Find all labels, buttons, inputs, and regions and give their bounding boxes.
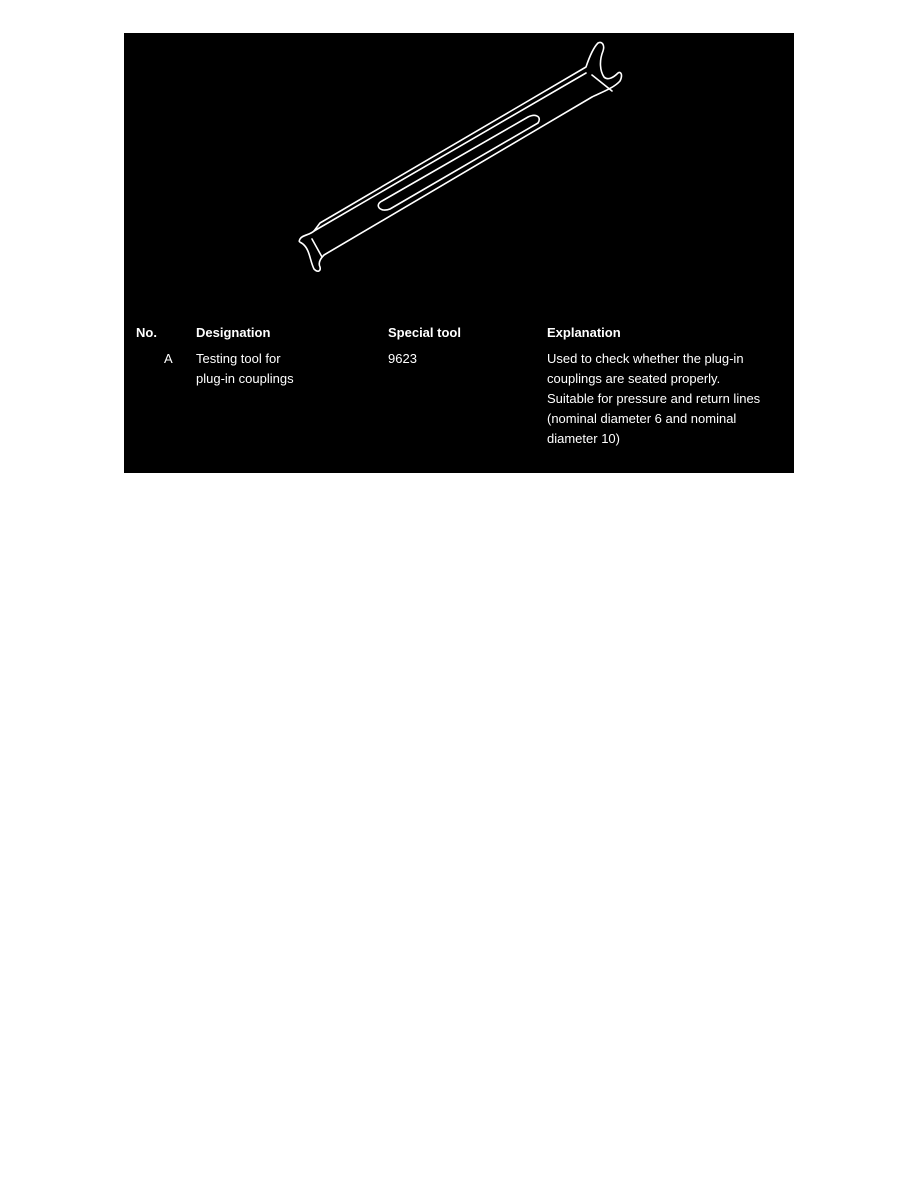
- header-special-tool: Special tool: [388, 325, 461, 340]
- tool-top-edge: [314, 73, 586, 231]
- table-header-row: [124, 323, 794, 343]
- tool-slot: [378, 115, 539, 210]
- cell-designation: Testing tool for plug-in couplings: [196, 351, 294, 386]
- document-figure-panel: [124, 33, 794, 473]
- header-no: No.: [136, 325, 157, 340]
- header-explanation: Explanation: [547, 325, 621, 340]
- cell-no: A: [164, 351, 173, 366]
- tool-end-line-left: [312, 239, 322, 257]
- tool-end-line-right: [592, 75, 612, 91]
- cell-special-tool: 9623: [388, 351, 417, 366]
- header-designation: Designation: [196, 325, 271, 340]
- table-row: [124, 349, 794, 459]
- cell-explanation: Used to check whether the plug-in couplings are seated properly. Suitable for pressure and return lines (nominal diameter 6 and nominal diameter 10): [547, 351, 761, 446]
- testing-tool-icon: [124, 33, 794, 313]
- special-tool-table: [124, 323, 794, 459]
